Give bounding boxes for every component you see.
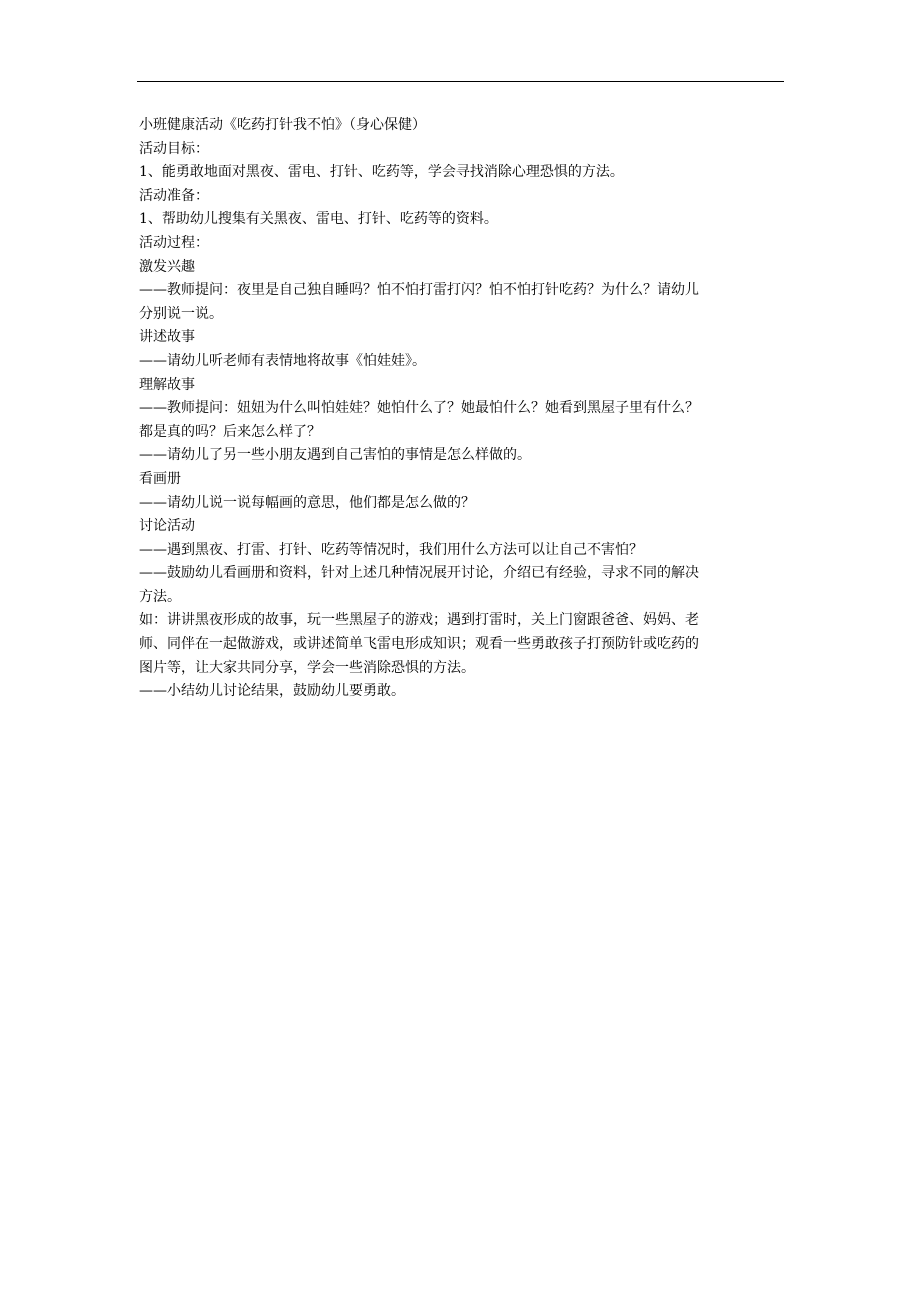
subheading-tell-story: 讲述故事 [139,329,195,346]
document-title: 小班健康活动《吃药打针我不怕》（身心保健） [139,117,426,133]
text-line: ——鼓励幼儿看画册和资料，针对上述几种情况展开讨论，介绍已有经验，寻求不同的解决 [139,565,699,582]
text-line: 图片等，让大家共同分享，学会一些消除恐惧的方法。 [139,659,475,676]
subheading-understand-story: 理解故事 [139,376,195,393]
text-line: 如：讲讲黑夜形成的故事，玩一些黑屋子的游戏；遇到打雷时，关上门窗跟爸爸、妈妈、老 [139,612,699,629]
text-line: ——小结幼儿讨论结果，鼓励幼儿要勇敢。 [139,683,405,700]
text-line: 分别说一说。 [139,305,223,322]
section-heading-process: 活动过程： [139,234,209,251]
text-line: 1、能勇敢地面对黑夜、雷电、打针、吃药等，学会寻找消除心理恐惧的方法。 [139,164,624,181]
subheading-discussion: 讨论活动 [139,518,195,535]
text-line: 都是真的吗？后来怎么样了？ [139,423,321,440]
text-line: ——请幼儿了另一些小朋友遇到自己害怕的事情是怎么样做的。 [139,447,531,464]
section-heading-goals: 活动目标： [139,140,209,157]
text-line: ——遇到黑夜、打雷、打针、吃药等情况时，我们用什么方法可以让自己不害怕？ [139,541,643,558]
subheading-picture-book: 看画册 [139,470,181,487]
header-rule [137,81,784,82]
text-line: 1、帮助幼儿搜集有关黑夜、雷电、打针、吃药等的资料。 [139,211,498,228]
text-line: ——教师提问：妞妞为什么叫怕娃娃？她怕什么了？她最怕什么？她看到黑屋子里有什么？ [139,400,699,417]
text-line: ——请幼儿听老师有表情地将故事《怕娃娃》。 [139,352,426,369]
section-heading-preparation: 活动准备： [139,187,209,204]
text-line: ——教师提问：夜里是自己独自睡吗？怕不怕打雷打闪？怕不怕打针吃药？为什么？请幼儿 [139,282,699,299]
subheading-interest: 激发兴趣 [139,258,195,275]
text-line: 方法。 [139,588,181,605]
document-body [139,114,789,704]
text-line: ——请幼儿说一说每幅画的意思，他们都是怎么做的？ [139,494,475,511]
text-line: 师、同伴在一起做游戏，或讲述简单飞雷电形成知识；观看一些勇敢孩子打预防针或吃药的 [139,636,699,653]
